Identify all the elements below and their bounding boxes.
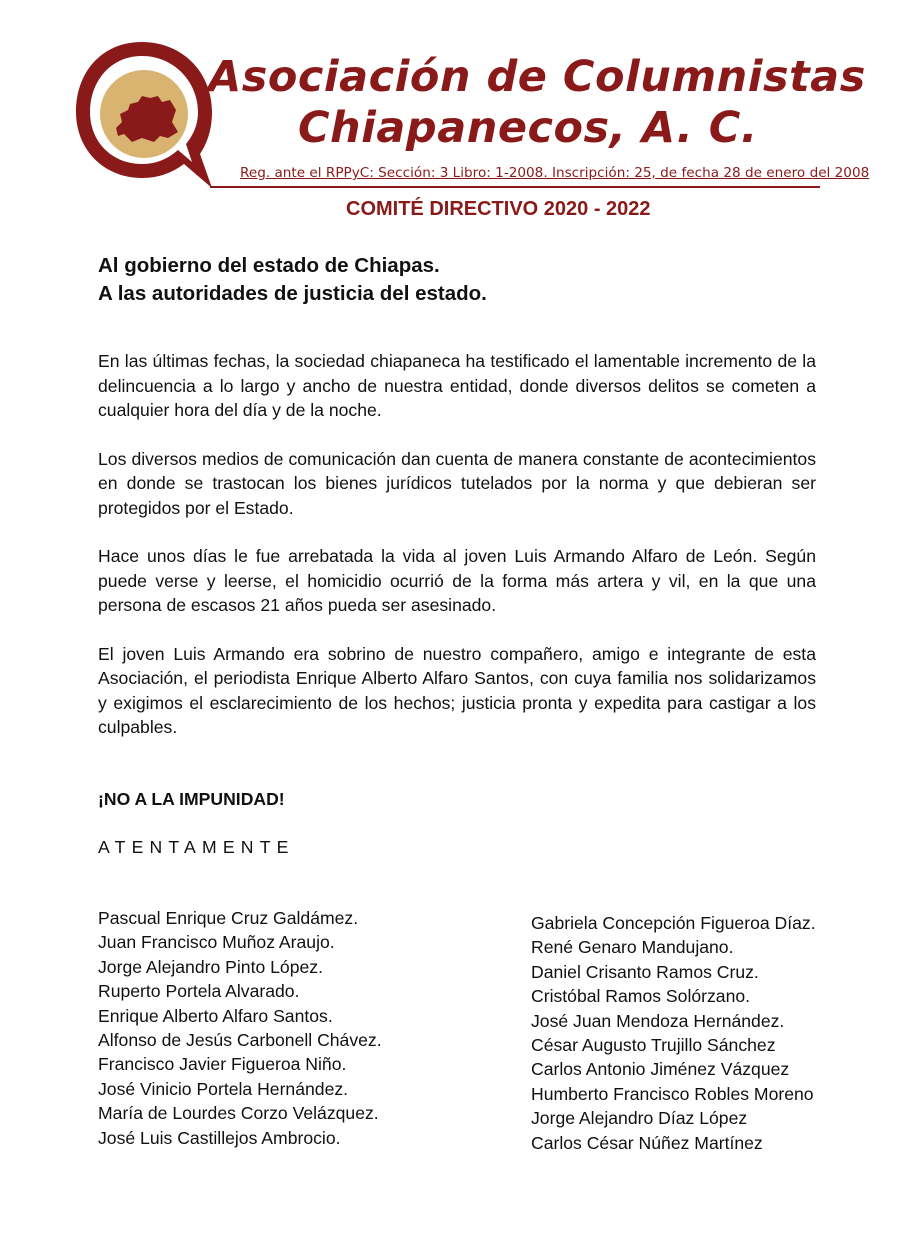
letterhead-divider: [210, 186, 820, 188]
body-paragraph: Hace unos días le fue arrebatada la vida al joven Luis Armando Alfaro de León. Según puede verse y leerse, el homicidio ocurrió de la forma más artera y vil, en la que una persona de escasos 21 años pueda ser asesinado.: [98, 546, 816, 615]
organization-name-line2: Chiapanecos, A. C.: [298, 103, 758, 153]
body-paragraph: El joven Luis Armando era sobrino de nuestro compañero, amigo e integrante de esta Asociación, el periodista Enrique Alberto Alfaro Santos, con cuya familia nos solidarizamos y exigimos el esclarecimiento de los hechos; justicia pronta y expedita para castigar a los culpables.: [98, 643, 816, 737]
signatory-name: Ruperto Portela Alvarado.: [98, 981, 300, 1002]
signatories-right: [531, 911, 816, 1155]
addressee-line2: A las autoridades de justicia del estado.: [98, 282, 487, 305]
signatory-name: Carlos Antonio Jiménez Vázquez: [531, 1059, 790, 1080]
signatory-name: Jorge Alejandro Díaz López: [531, 1108, 748, 1129]
signatory-name: José Vinicio Portela Hernández.: [98, 1078, 349, 1099]
signatory-name: Alfonso de Jesús Carbonell Chávez.: [98, 1030, 382, 1051]
signatory-name: Daniel Crisanto Ramos Cruz.: [531, 961, 759, 982]
signatory-name: María de Lourdes Corzo Velázquez.: [98, 1103, 379, 1124]
signatory-name: Pascual Enrique Cruz Galdámez.: [98, 908, 359, 928]
signatory-name: Carlos César Núñez Martínez: [531, 1132, 763, 1153]
signatory-name: Francisco Javier Figueroa Niño.: [98, 1054, 347, 1075]
signatories-left: [98, 906, 382, 1150]
letter-body: [98, 349, 816, 764]
body-paragraph: Los diversos medios de comunicación dan cuenta de manera constante de acontecimientos en donde se trastocan los bienes jurídicos tutelados por la norma y que debieran ser protegidos por el Estado.: [98, 448, 816, 518]
slogan: ¡NO A LA IMPUNIDAD!: [98, 789, 285, 809]
organization-name-line1: Asociación de Columnistas: [208, 52, 866, 102]
registration-info: Reg. ante el RPPyC: Sección: 3 Libro: 1-2008. Inscripción: 25, de fecha 28 de enero del 2008: [240, 165, 870, 181]
signatory-name: René Genaro Mandujano.: [531, 937, 734, 958]
signatory-name: Juan Francisco Muñoz Araujo.: [98, 932, 335, 953]
committee-heading: COMITÉ DIRECTIVO 2020 - 2022: [346, 198, 651, 220]
signatory-name: César Augusto Trujillo Sánchez: [531, 1035, 776, 1056]
signatory-name: José Juan Mendoza Hernández.: [531, 1010, 785, 1031]
chiapas-map-speech-bubble-logo: [72, 38, 214, 190]
body-paragraph: En las últimas fechas, la sociedad chiapaneca ha testificado el lamentable incremento de la delincuencia a lo largo y ancho de nuestra entidad, donde diversos delitos se cometen a cualquier hora del día y de la noche.: [98, 351, 816, 420]
addressee-line1: Al gobierno del estado de Chiapas.: [98, 254, 440, 277]
closing: ATENTAMENTE: [98, 837, 295, 857]
signatory-name: Humberto Francisco Robles Moreno: [531, 1083, 814, 1104]
signatory-name: Jorge Alejandro Pinto López.: [98, 956, 323, 977]
signatory-name: Cristóbal Ramos Solórzano.: [531, 986, 751, 1007]
signatory-name: José Luis Castillejos Ambrocio.: [98, 1127, 341, 1148]
signatory-name: Gabriela Concepción Figueroa Díaz.: [531, 913, 816, 933]
addressee: [98, 252, 487, 308]
signatory-name: Enrique Alberto Alfaro Santos.: [98, 1005, 333, 1026]
